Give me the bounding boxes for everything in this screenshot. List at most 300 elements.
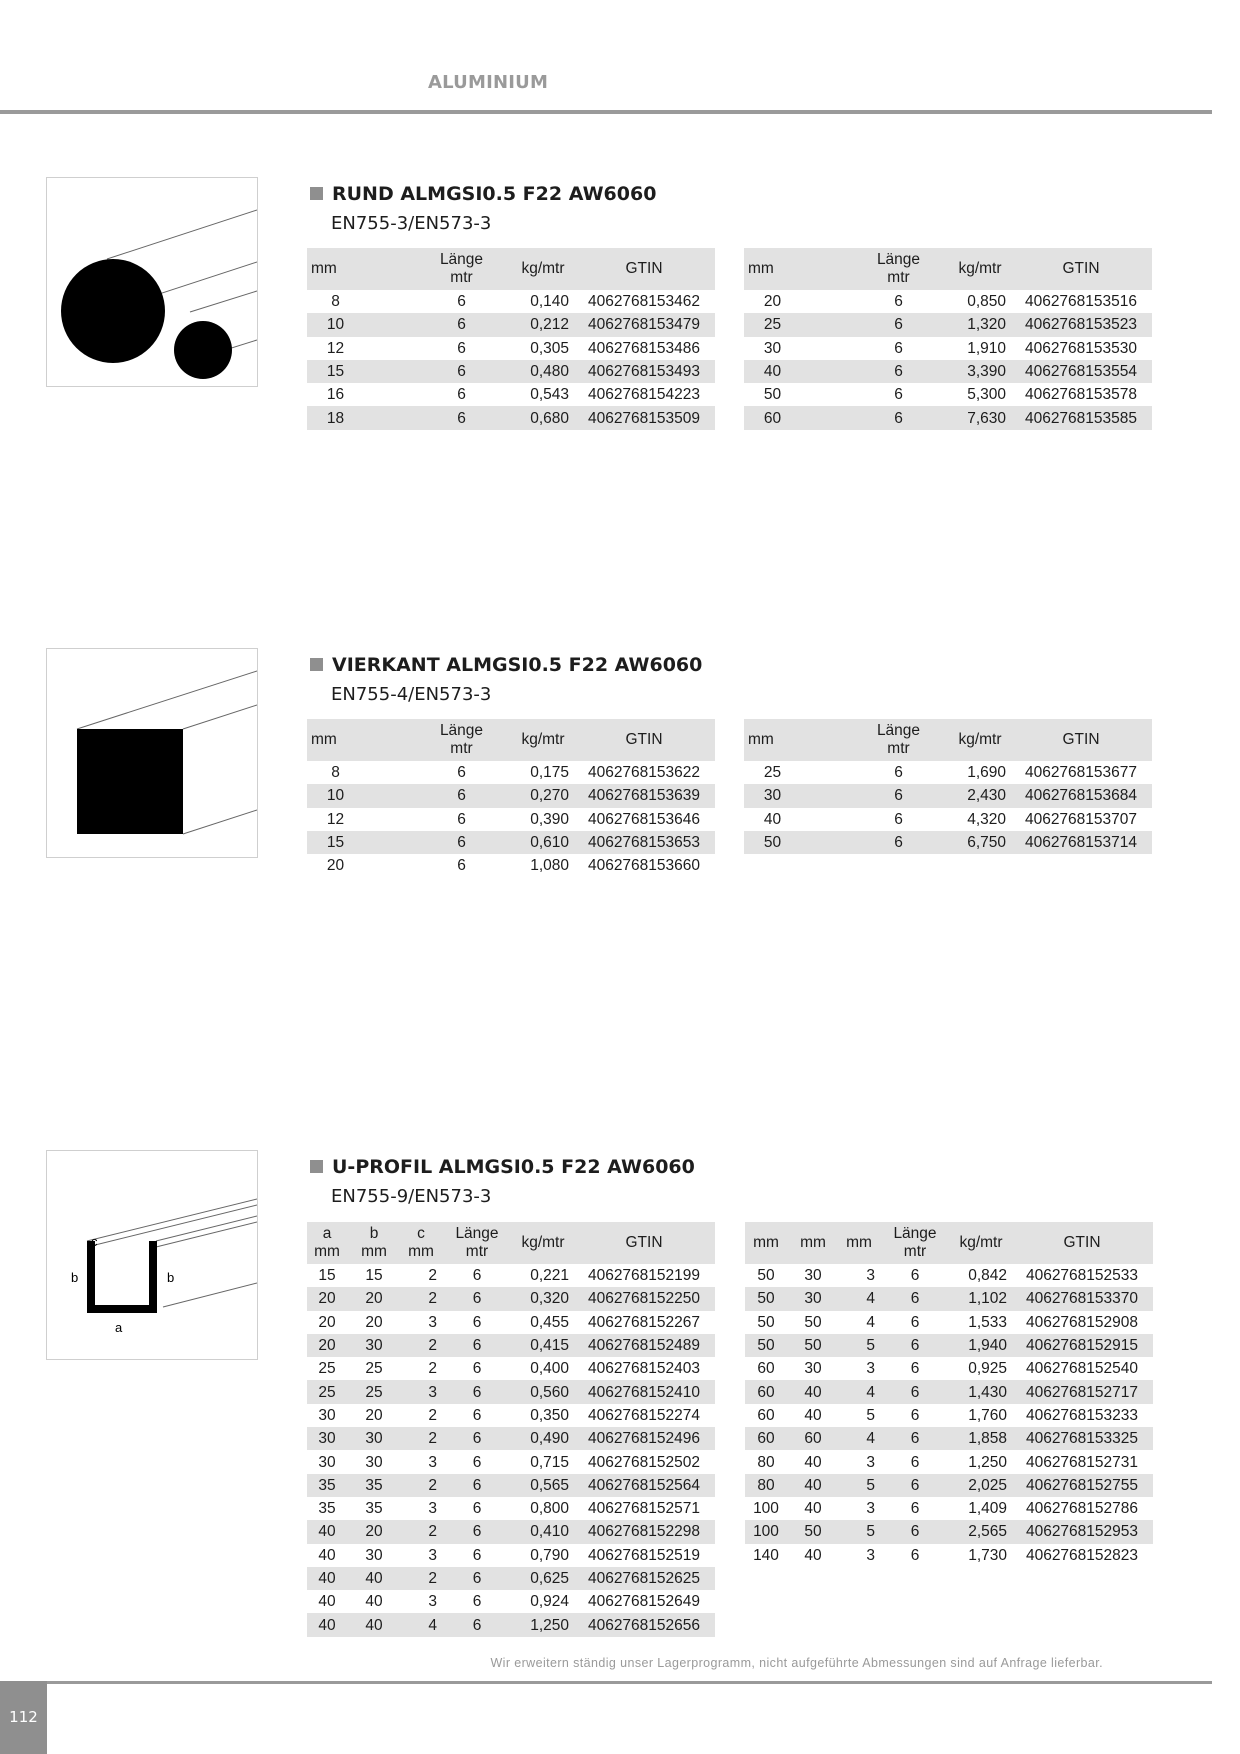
table-row: [307, 1520, 715, 1543]
table-cell: 6: [472, 1593, 482, 1611]
table-cell: 25: [347, 1380, 401, 1403]
table-cell: 0,305: [530, 339, 569, 357]
table-cell: 0,140: [530, 293, 569, 311]
table-cell: 4062768153660: [587, 857, 701, 875]
table-cell: 4062768153585: [1010, 406, 1152, 429]
table-row: [307, 1497, 715, 1520]
table-cell: 1,080: [530, 857, 569, 875]
table-cell: 35: [365, 1500, 383, 1518]
column-header: GTIN: [573, 1222, 715, 1264]
table-cell: 6,750: [950, 831, 1010, 854]
table-cell: 6: [879, 1380, 951, 1403]
table-cell: 4062768153714: [1010, 831, 1152, 854]
table-cell: 30: [318, 1406, 336, 1424]
table-cell: 4062768152731: [1025, 1453, 1139, 1471]
table-cell: 0,800: [530, 1500, 569, 1518]
table-row: [307, 337, 715, 360]
table-cell: 6: [410, 313, 513, 336]
table-cell: 8: [331, 764, 340, 782]
table-cell: 4062768152489: [573, 1334, 715, 1357]
table-cell: 3: [866, 1453, 875, 1471]
table-cell: 25: [744, 313, 847, 336]
table-cell: 50: [787, 1520, 839, 1543]
table-cell: 30: [804, 1360, 822, 1378]
table-cell: 4062768152540: [1025, 1360, 1139, 1378]
product-title-text: U-PROFIL ALMGSI0.5 F22 AW6060: [332, 1156, 695, 1178]
table-cell: 35: [318, 1500, 336, 1518]
table-cell: 60: [787, 1427, 839, 1450]
product-title-text: VIERKANT ALMGSI0.5 F22 AW6060: [332, 654, 703, 676]
table-cell: 30: [318, 1453, 336, 1471]
column-header: kg/mtr: [513, 719, 573, 761]
table-row: [307, 1544, 715, 1567]
table-cell: 6: [894, 810, 903, 828]
table-row: [744, 761, 1152, 784]
table-cell: 3: [428, 1313, 437, 1331]
table-cell: 1,940: [951, 1334, 1011, 1357]
table-cell: 1,102: [951, 1287, 1011, 1310]
table-cell: 3: [866, 1500, 875, 1518]
table-cell: 12: [326, 810, 345, 828]
table-row: [745, 1520, 1153, 1543]
table-cell: 80: [745, 1474, 787, 1497]
table-cell: 2,565: [951, 1520, 1011, 1543]
table-cell: 2: [401, 1567, 441, 1590]
table-cell: 6: [910, 1313, 920, 1331]
title-square-icon: [310, 658, 323, 671]
table-cell: 6: [472, 1546, 482, 1564]
column-header: kg/mtr: [513, 248, 573, 290]
table-row: [307, 1474, 715, 1497]
table-cell: 16: [326, 386, 345, 404]
table-cell: 1,760: [968, 1406, 1007, 1424]
table-row: [744, 360, 1152, 383]
table-cell: 6: [441, 1474, 513, 1497]
column-header: GTIN: [1011, 1222, 1153, 1264]
table-cell: 4062768152755: [1011, 1474, 1153, 1497]
table-cell: 1,409: [968, 1500, 1007, 1518]
table-cell: 2,025: [951, 1474, 1011, 1497]
table-cell: 50: [787, 1334, 839, 1357]
table-cell: 60: [745, 1380, 787, 1403]
column-header: Länge mtr: [847, 248, 950, 290]
table-cell: 6: [472, 1267, 482, 1285]
column-header: mm: [307, 248, 410, 290]
table-cell: 5: [866, 1406, 875, 1424]
table-cell: 4: [866, 1313, 875, 1331]
table-cell: 40: [365, 1593, 383, 1611]
table-cell: 2: [428, 1406, 437, 1424]
table-cell: 5: [839, 1520, 879, 1543]
u-profile-image: [46, 1150, 258, 1360]
table-cell: 0,415: [513, 1334, 573, 1357]
table-cell: 4062768153370: [1011, 1287, 1153, 1310]
table-cell: 50: [757, 1267, 775, 1285]
table-cell: 4062768153479: [573, 313, 715, 336]
table-cell: 6: [847, 313, 950, 336]
table-cell: 4062768153493: [573, 360, 715, 383]
table-cell: 10: [307, 313, 410, 336]
table-cell: 40: [804, 1500, 822, 1518]
table-cell: 40: [307, 1613, 347, 1636]
dimension-label-b-right: b: [167, 1270, 175, 1285]
column-header: kg/mtr: [951, 1222, 1011, 1264]
table-cell: 35: [307, 1474, 347, 1497]
table-cell: 20: [365, 1406, 383, 1424]
table-cell: 50: [804, 1313, 822, 1331]
table-cell: 4062768152267: [587, 1313, 701, 1331]
table-cell: 6: [441, 1613, 513, 1636]
table-cell: 6: [457, 293, 466, 311]
column-header: Länge mtr: [847, 719, 950, 761]
table-cell: 6: [441, 1334, 513, 1357]
table-cell: 4062768153639: [573, 784, 715, 807]
table-row: [744, 383, 1152, 406]
dimension-label-c: c: [91, 1234, 98, 1249]
table-cell: 6: [472, 1406, 482, 1424]
table-cell: 6: [847, 784, 950, 807]
table-row: [744, 808, 1152, 831]
table-cell: 0,715: [530, 1453, 569, 1471]
spec-table-left: [307, 1222, 715, 1637]
product-title: [310, 654, 702, 676]
table-cell: 4062768152250: [573, 1287, 715, 1310]
table-cell: 6: [847, 406, 950, 429]
table-cell: 4,320: [967, 810, 1006, 828]
table-cell: 20: [365, 1313, 383, 1331]
table-row: [307, 383, 715, 406]
table-cell: 6: [472, 1500, 482, 1518]
table-row: [745, 1311, 1153, 1334]
table-cell: 50: [744, 831, 847, 854]
product-title-text: RUND ALMGSI0.5 F22 AW6060: [332, 183, 657, 205]
table-cell: 4062768152274: [587, 1406, 701, 1424]
table-cell: 0,480: [513, 360, 573, 383]
table-cell: 0,410: [513, 1520, 573, 1543]
table-cell: 4062768152298: [573, 1520, 715, 1543]
table-row: [307, 761, 715, 784]
table-header-row: [307, 248, 715, 290]
table-cell: 30: [307, 1427, 347, 1450]
table-cell: 0,924: [530, 1593, 569, 1611]
table-cell: 4062768152656: [573, 1613, 715, 1636]
table-header-row: [307, 719, 715, 761]
table-cell: 6: [472, 1313, 482, 1331]
table-row: [744, 290, 1152, 313]
table-cell: 15: [318, 1267, 336, 1285]
table-cell: 0,543: [530, 386, 569, 404]
table-cell: 3: [428, 1500, 437, 1518]
table-cell: 100: [745, 1520, 787, 1543]
table-cell: 5: [839, 1474, 879, 1497]
table-cell: 5,300: [967, 386, 1006, 404]
table-cell: 6: [894, 386, 903, 404]
table-cell: 30: [347, 1334, 401, 1357]
table-cell: 0,925: [968, 1360, 1007, 1378]
table-cell: 0,270: [513, 784, 573, 807]
table-cell: 40: [744, 360, 847, 383]
column-header: GTIN: [1010, 248, 1152, 290]
table-cell: 4062768152496: [573, 1427, 715, 1450]
table-row: [307, 313, 715, 336]
table-cell: 3: [428, 1546, 437, 1564]
table-row: [745, 1497, 1153, 1520]
table-cell: 0,400: [530, 1360, 569, 1378]
table-row: [307, 784, 715, 807]
table-row: [745, 1450, 1153, 1473]
column-header: mm: [744, 248, 847, 290]
table-row: [744, 406, 1152, 429]
table-cell: 0,790: [530, 1546, 569, 1564]
table-cell: 0,625: [513, 1567, 573, 1590]
table-cell: 4062768152571: [587, 1500, 701, 1518]
table-cell: 6: [879, 1474, 951, 1497]
table-cell: 0,212: [513, 313, 573, 336]
table-row: [307, 1311, 715, 1334]
spec-table-left: [307, 719, 715, 877]
table-cell: 0,221: [530, 1267, 569, 1285]
table-cell: 30: [744, 784, 847, 807]
table-cell: 40: [307, 1520, 347, 1543]
table-cell: 20: [347, 1287, 401, 1310]
table-cell: 6: [910, 1546, 920, 1564]
column-header: Länge mtr: [410, 719, 513, 761]
column-header: kg/mtr: [513, 1222, 573, 1264]
column-header: Länge mtr: [441, 1222, 513, 1264]
table-cell: 4062768152908: [1025, 1313, 1139, 1331]
product-standard: EN755-3/EN573-3: [331, 213, 492, 234]
column-header: b mm: [347, 1222, 401, 1264]
table-row: [745, 1404, 1153, 1427]
table-cell: 4062768152786: [1025, 1500, 1139, 1518]
table-cell: 6: [410, 831, 513, 854]
table-cell: 6: [410, 784, 513, 807]
table-cell: 4062768153462: [587, 293, 701, 311]
table-cell: 2: [401, 1427, 441, 1450]
table-row: [307, 1427, 715, 1450]
table-cell: 6: [441, 1380, 513, 1403]
column-header: mm: [745, 1222, 787, 1264]
table-cell: 2: [401, 1520, 441, 1543]
table-cell: 1,250: [968, 1453, 1007, 1471]
table-cell: 4062768153523: [1010, 313, 1152, 336]
table-cell: 4062768152823: [1025, 1546, 1139, 1564]
table-cell: 3: [401, 1380, 441, 1403]
table-cell: 0,455: [530, 1313, 569, 1331]
table-row: [307, 290, 715, 313]
table-cell: 4062768152915: [1011, 1334, 1153, 1357]
product-title: [310, 183, 656, 205]
table-cell: 15: [307, 831, 410, 854]
table-cell: 3: [428, 1453, 437, 1471]
table-cell: 40: [307, 1567, 347, 1590]
table-cell: 30: [347, 1427, 401, 1450]
table-header-row: [745, 1222, 1153, 1264]
table-cell: 0,320: [513, 1287, 573, 1310]
table-cell: 40: [763, 810, 782, 828]
table-cell: 0,842: [968, 1267, 1007, 1285]
table-cell: 18: [307, 406, 410, 429]
column-header: kg/mtr: [950, 719, 1010, 761]
table-header-row: [744, 719, 1152, 761]
table-cell: 2: [401, 1474, 441, 1497]
product-title: [310, 1156, 695, 1178]
table-cell: 140: [753, 1546, 779, 1564]
table-cell: 6: [910, 1360, 920, 1378]
square-bar-image: [46, 648, 258, 858]
table-row: [745, 1380, 1153, 1403]
table-cell: 4: [401, 1613, 441, 1636]
table-cell: 6: [879, 1520, 951, 1543]
table-cell: 1,430: [951, 1380, 1011, 1403]
table-row: [745, 1287, 1153, 1310]
table-cell: 3: [866, 1360, 875, 1378]
table-cell: 4: [839, 1380, 879, 1403]
table-cell: 40: [347, 1567, 401, 1590]
table-cell: 30: [365, 1453, 383, 1471]
table-cell: 3: [866, 1546, 875, 1564]
dimension-label-a: a: [115, 1320, 123, 1335]
table-cell: 4062768153684: [1010, 784, 1152, 807]
header-divider: [0, 110, 1212, 114]
table-cell: 4062768153486: [587, 339, 701, 357]
table-cell: 4062768153653: [573, 831, 715, 854]
table-row: [744, 337, 1152, 360]
table-cell: 6: [894, 764, 903, 782]
table-cell: 20: [307, 1287, 347, 1310]
table-cell: 2: [401, 1287, 441, 1310]
table-cell: 60: [744, 406, 847, 429]
table-cell: 6: [441, 1567, 513, 1590]
table-row: [745, 1474, 1153, 1497]
table-cell: 15: [365, 1267, 383, 1285]
table-cell: 0,680: [513, 406, 573, 429]
table-cell: 40: [787, 1380, 839, 1403]
table-cell: 100: [753, 1500, 779, 1518]
column-header: GTIN: [573, 248, 715, 290]
table-cell: 4062768153677: [1024, 764, 1138, 782]
page-number: 112: [0, 1681, 47, 1754]
table-row: [307, 1567, 715, 1590]
table-cell: 0,175: [530, 764, 569, 782]
table-cell: 5: [839, 1334, 879, 1357]
table-cell: 6: [441, 1287, 513, 1310]
table-cell: 4062768153707: [1024, 810, 1138, 828]
table-cell: 20: [318, 1313, 336, 1331]
table-cell: 4062768152502: [587, 1453, 701, 1471]
table-row: [307, 1404, 715, 1427]
table-cell: 40: [804, 1453, 822, 1471]
table-cell: 0,610: [513, 831, 573, 854]
spec-table-right: [745, 1222, 1153, 1567]
table-row: [307, 1334, 715, 1357]
table-cell: 60: [757, 1360, 775, 1378]
table-row: [307, 1590, 715, 1613]
table-cell: 6: [410, 360, 513, 383]
table-cell: 4062768153578: [1024, 386, 1138, 404]
table-cell: 6: [910, 1453, 920, 1471]
table-cell: 4062768154223: [587, 386, 701, 404]
table-row: [307, 831, 715, 854]
table-cell: 4062768153325: [1011, 1427, 1153, 1450]
table-cell: 6: [847, 360, 950, 383]
table-row: [307, 1357, 715, 1380]
footer-divider: [0, 1681, 1212, 1684]
table-cell: 0,560: [513, 1380, 573, 1403]
table-cell: 35: [347, 1474, 401, 1497]
title-square-icon: [310, 1160, 323, 1173]
table-cell: 0,850: [967, 293, 1006, 311]
column-header: a mm: [307, 1222, 347, 1264]
spec-table-left: [307, 248, 715, 430]
table-row: [307, 1613, 715, 1636]
table-cell: 1,858: [951, 1427, 1011, 1450]
table-cell: 4062768152564: [573, 1474, 715, 1497]
table-cell: 25: [365, 1360, 383, 1378]
table-cell: 6: [879, 1287, 951, 1310]
table-cell: 3: [428, 1593, 437, 1611]
table-cell: 4062768153233: [1025, 1406, 1139, 1424]
table-cell: 6: [910, 1406, 920, 1424]
table-cell: 20: [307, 1334, 347, 1357]
table-row: [307, 854, 715, 877]
table-cell: 4062768153554: [1010, 360, 1152, 383]
table-cell: 1,250: [513, 1613, 573, 1636]
table-cell: 1,730: [968, 1546, 1007, 1564]
table-row: [307, 808, 715, 831]
table-row: [744, 831, 1152, 854]
table-cell: 4062768153530: [1024, 339, 1138, 357]
table-cell: 4062768152717: [1011, 1380, 1153, 1403]
table-cell: 30: [787, 1287, 839, 1310]
table-cell: 25: [318, 1360, 336, 1378]
table-cell: 6: [894, 339, 903, 357]
table-cell: 6: [441, 1427, 513, 1450]
table-cell: 6: [847, 831, 950, 854]
table-cell: 6: [879, 1334, 951, 1357]
table-cell: 6: [457, 764, 466, 782]
table-row: [307, 1264, 715, 1287]
table-cell: 2: [428, 1360, 437, 1378]
table-cell: 10: [307, 784, 410, 807]
product-standard: EN755-4/EN573-3: [331, 684, 492, 705]
table-cell: 8: [331, 293, 340, 311]
table-cell: 20: [763, 293, 782, 311]
table-cell: 1,320: [950, 313, 1010, 336]
table-cell: 60: [757, 1406, 775, 1424]
column-header: Länge mtr: [410, 248, 513, 290]
table-cell: 7,630: [950, 406, 1010, 429]
table-cell: 4062768152199: [587, 1267, 701, 1285]
table-cell: 20: [326, 857, 345, 875]
table-row: [307, 1287, 715, 1310]
table-cell: 1,533: [968, 1313, 1007, 1331]
table-row: [307, 1450, 715, 1473]
column-header: mm: [744, 719, 847, 761]
table-row: [745, 1357, 1153, 1380]
table-row: [745, 1544, 1153, 1567]
table-cell: 6: [457, 339, 466, 357]
table-cell: 6: [894, 293, 903, 311]
table-cell: 4062768152625: [573, 1567, 715, 1590]
table-cell: 0,565: [513, 1474, 573, 1497]
table-cell: 6: [910, 1267, 920, 1285]
table-cell: 40: [804, 1546, 822, 1564]
title-square-icon: [310, 187, 323, 200]
table-row: [745, 1334, 1153, 1357]
table-cell: 60: [745, 1427, 787, 1450]
table-cell: 4062768152519: [587, 1546, 701, 1564]
